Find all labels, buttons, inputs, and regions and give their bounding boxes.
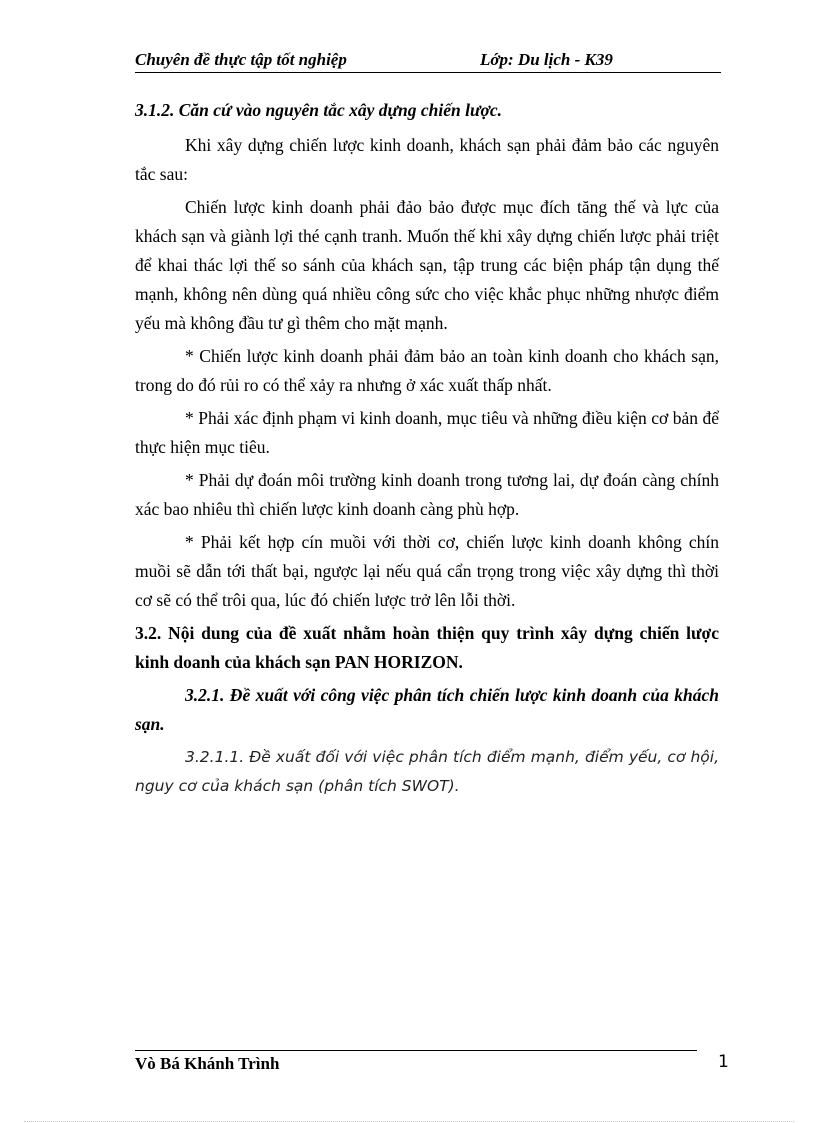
page-header <box>135 48 721 73</box>
footer-divider <box>135 1050 697 1051</box>
paragraph-principle-5: * Phải kết hợp cín muồi với thời cơ, chiến lược kinh doanh không chín muồi sẽ dẫn tới thất bại, ngược lại nếu quá cẩn trọng trong việc xây dựng thì thời cơ sẽ có thể trôi qua, lúc đó chiến lược trở lên lỗi thời. <box>135 532 719 610</box>
page-bottom-border <box>24 1121 794 1122</box>
section-heading-3-2-1: 3.2.1. Đề xuất với công việc phân tích chiến lược kinh doanh của khách sạn. <box>135 685 719 734</box>
paragraph-principle-3: * Phải xác định phạm vi kinh doanh, mục tiêu và những điều kiện cơ bản để thực hiện mục tiêu. <box>135 408 719 457</box>
footer-author: Vò Bá Khánh Trình <box>135 1054 280 1073</box>
section-heading-3-2: 3.2. Nội dung của đề xuất nhằm hoàn thiện quy trình xây dựng chiến lược kinh doanh của khách sạn PAN HORIZON. <box>135 623 719 672</box>
paragraph-principle-1: Chiến lược kinh doanh phải đảo bảo được mục đích tăng thế và lực của khách sạn và giành lợi thé cạnh tranh. Muốn thế khi xây dựng chiến lược phải triệt để khai thác lợi thế so sánh của khách sạn, tập trung các biện pháp tận dụng thế mạnh, không nên dùng quá nhiều công sức cho việc khắc phục những nhược điểm yếu mà không đầu tư gì thêm cho mặt mạnh. <box>135 197 719 333</box>
page-body <box>135 96 719 805</box>
header-course-title: Chuyên đề thực tập tốt nghiệp <box>135 50 347 69</box>
section-heading-3-2-1-1: 3.2.1.1. Đề xuất đối với việc phân tích điểm mạnh, điểm yếu, cơ hội, nguy cơ của khách sạn (phân tích SWOT). <box>135 748 719 795</box>
paragraph-principle-4: * Phải dự đoán môi trường kinh doanh trong tương lai, dự đoán càng chính xác bao nhiêu thì chiến lược kinh doanh càng phù hợp. <box>135 470 719 519</box>
header-class-label: Lớp: Du lịch - K39 <box>480 50 613 69</box>
paragraph-principle-2: * Chiến lược kinh doanh phải đảm bảo an toàn kinh doanh cho khách sạn, trong do đó rủi ro có thể xảy ra nhưng ở xác xuất thấp nhất. <box>135 346 719 395</box>
page-number: 1 <box>718 1052 729 1072</box>
paragraph-intro: Khi xây dựng chiến lược kinh doanh, khách sạn phải đảm bảo các nguyên tắc sau: <box>135 135 719 184</box>
section-heading-3-1-2: 3.1.2. Căn cứ vào nguyên tắc xây dựng chiến lược. <box>135 100 503 120</box>
